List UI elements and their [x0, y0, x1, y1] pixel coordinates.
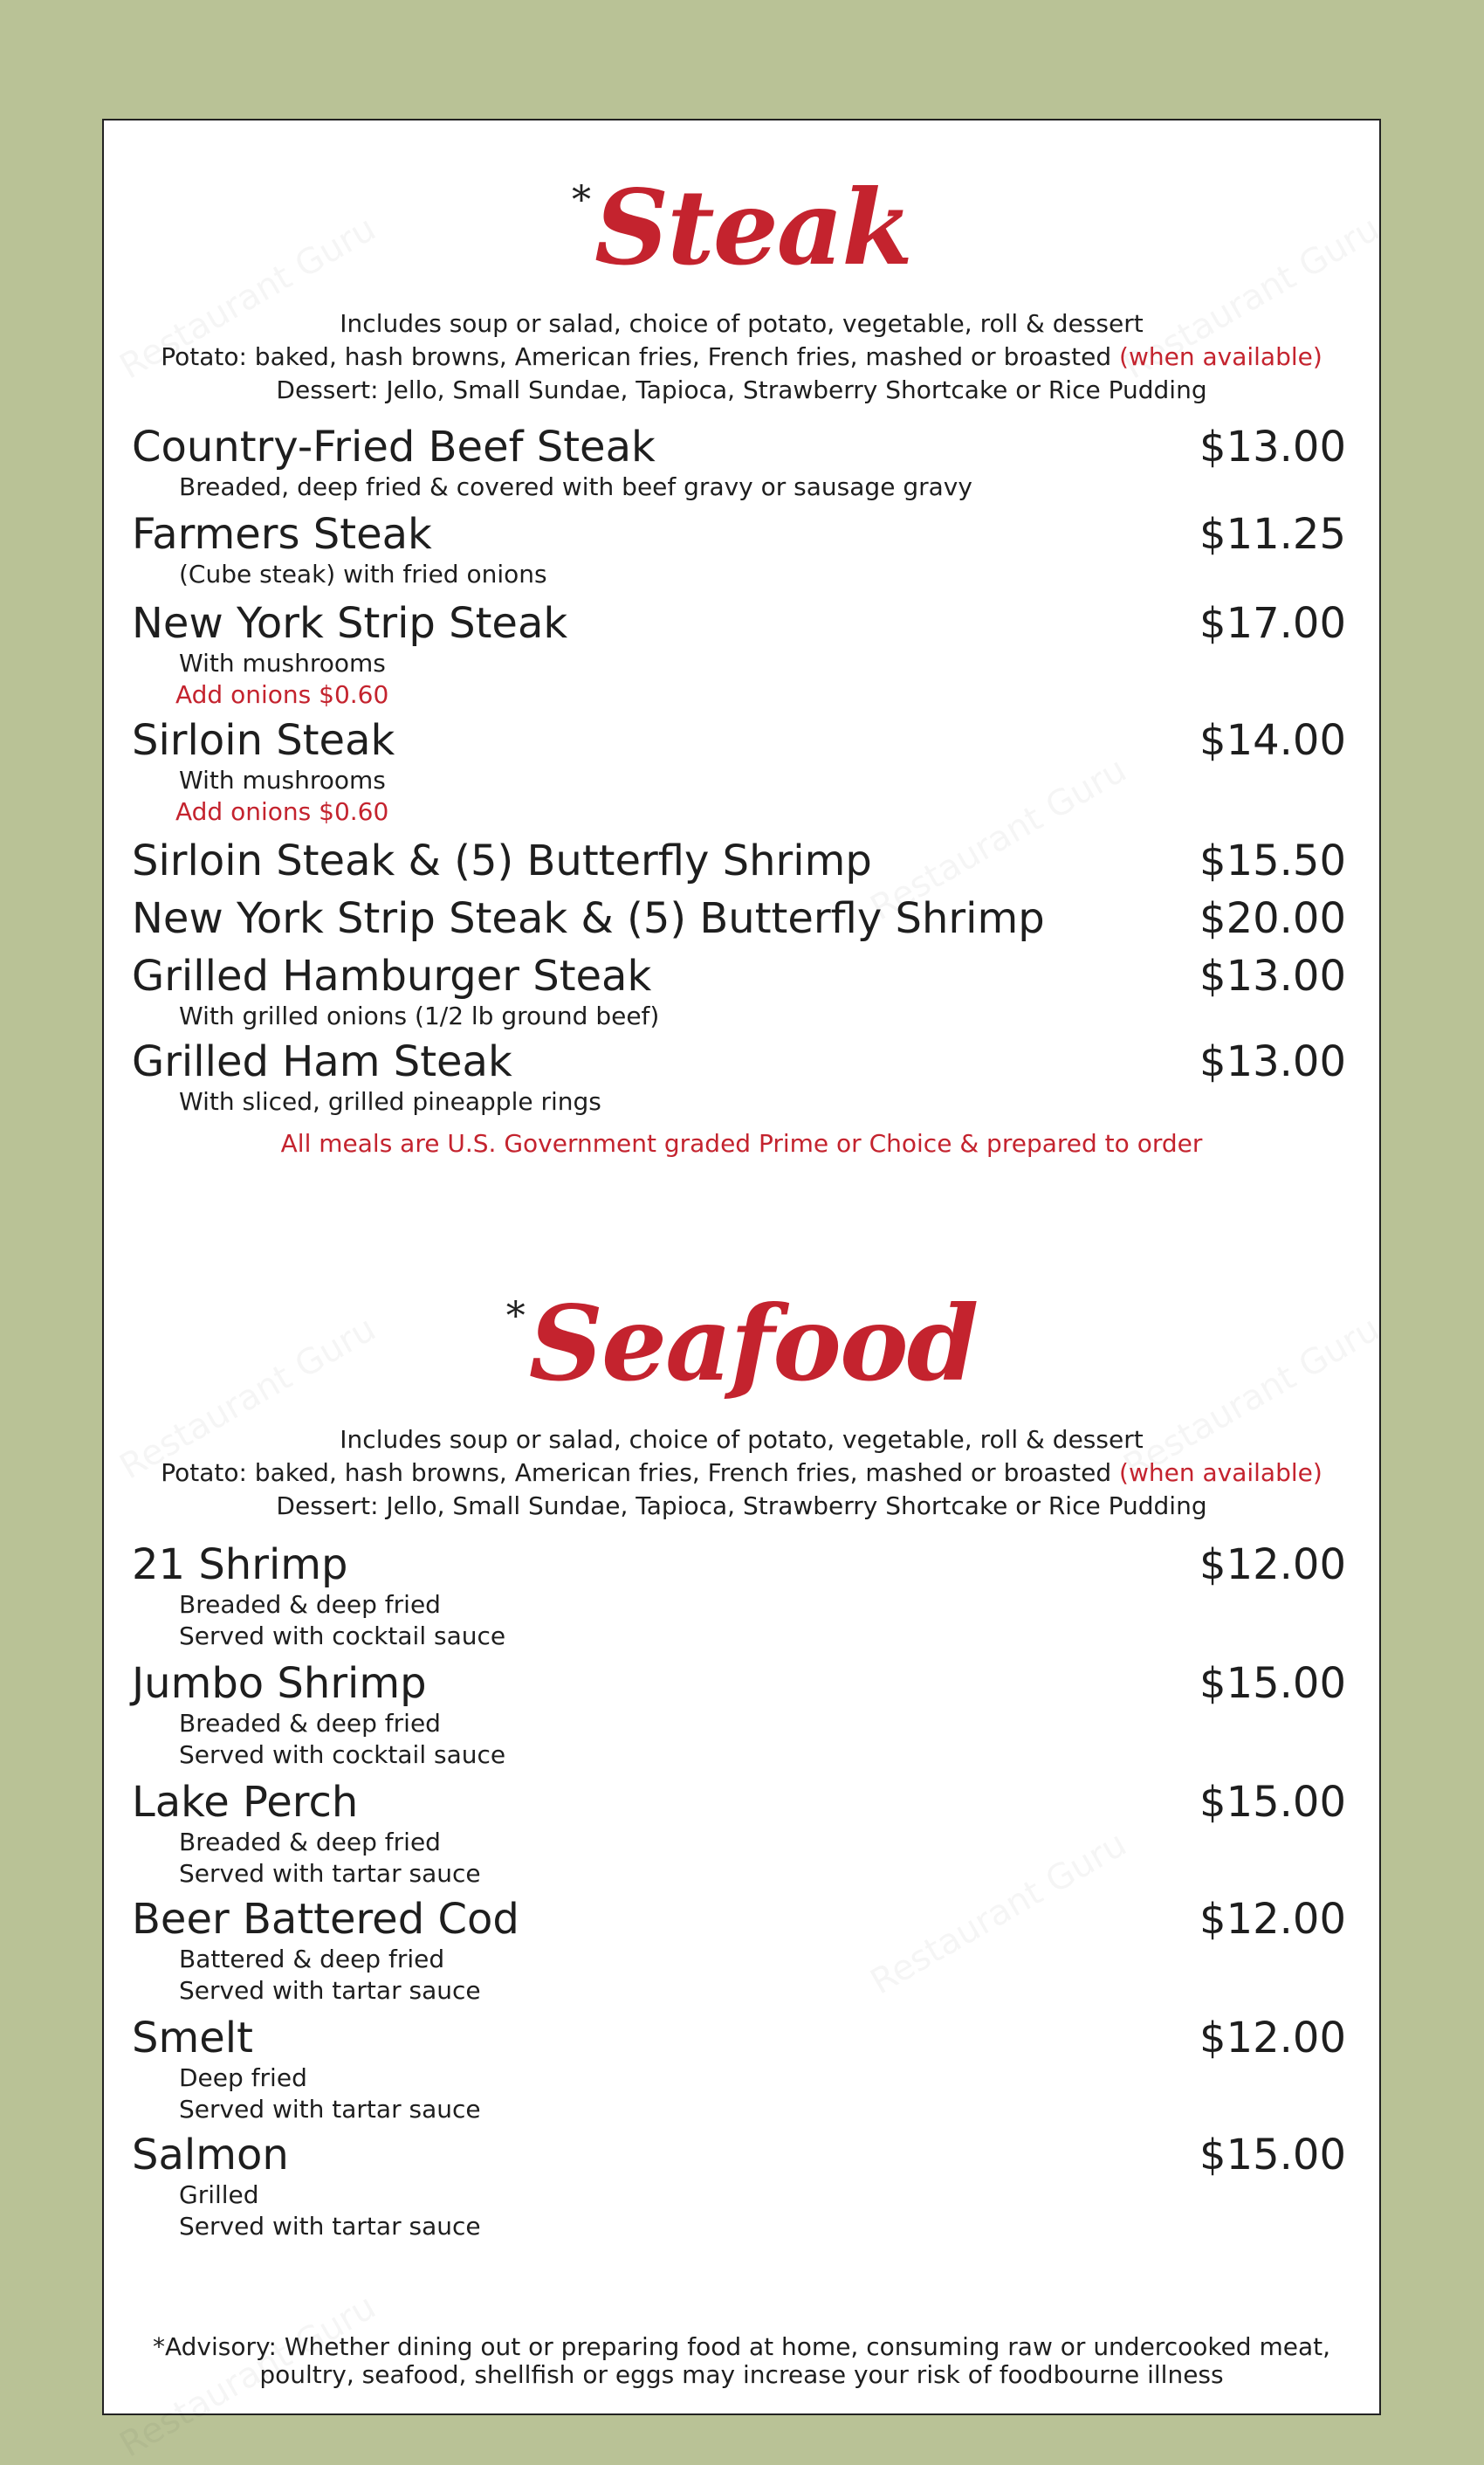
item-price: $15.50 — [1199, 837, 1346, 885]
menu-item — [132, 1778, 1346, 1890]
item-description: Breaded, deep fried & covered with beef gravy or sausage gravy — [179, 472, 972, 501]
seafood-intro — [104, 1423, 1379, 1523]
intro-line-dessert: Dessert: Jello, Small Sundae, Tapioca, Strawberry Shortcake or Rice Pudding — [276, 1491, 1207, 1520]
intro-line-potato: Potato: baked, hash browns, American fries, French fries, mashed or broasted (when available) — [161, 342, 1323, 371]
menu-item — [132, 423, 1346, 503]
item-addon: Add onions $0.60 — [175, 797, 389, 826]
menu-item — [132, 2014, 1346, 2125]
menu-item — [132, 599, 1346, 711]
menu-item — [132, 1540, 1346, 1652]
item-sauce: Served with tartar sauce — [179, 2212, 481, 2241]
menu-item — [132, 716, 1346, 828]
item-price: $15.00 — [1199, 1778, 1346, 1827]
item-name: Farmers Steak — [132, 510, 432, 559]
item-name: Country-Fried Beef Steak — [132, 423, 656, 472]
menu-item — [132, 1659, 1346, 1771]
item-description: With mushrooms — [179, 766, 386, 795]
item-price: $17.00 — [1199, 599, 1346, 648]
item-name: Salmon — [132, 2131, 289, 2179]
item-price: $12.00 — [1199, 2014, 1346, 2062]
menu-card — [102, 119, 1381, 2415]
item-price: $13.00 — [1199, 1037, 1346, 1086]
item-price: $12.00 — [1199, 1540, 1346, 1589]
item-price: $12.00 — [1199, 1895, 1346, 1944]
item-name: New York Strip Steak — [132, 599, 568, 648]
item-description: Deep fried — [179, 2063, 307, 2092]
item-addon: Add onions $0.60 — [175, 680, 389, 709]
item-name: Sirloin Steak & (5) Butterfly Shrimp — [132, 837, 872, 885]
item-description: With mushrooms — [179, 649, 386, 678]
item-description: Breaded & deep fried — [179, 1828, 441, 1856]
when-available: (when available) — [1119, 342, 1323, 371]
item-name: Jumbo Shrimp — [132, 1659, 427, 1708]
item-sauce: Served with cocktail sauce — [179, 1740, 506, 1769]
steak-title: Steak — [594, 167, 911, 288]
menu-item — [132, 1895, 1346, 2007]
menu-item — [132, 2131, 1346, 2242]
steak-intro — [104, 307, 1379, 407]
item-sauce: Served with tartar sauce — [179, 1859, 481, 1888]
advisory-line: *Advisory: Whether dining out or preparing food at home, consuming raw or undercooked meat, — [152, 2332, 1331, 2361]
item-price: $14.00 — [1199, 716, 1346, 765]
intro-line-includes: Includes soup or salad, choice of potato, vegetable, roll & dessert — [340, 309, 1144, 338]
item-name: 21 Shrimp — [132, 1540, 348, 1589]
item-description: Grilled — [179, 2180, 259, 2209]
seafood-heading — [104, 1283, 1379, 1404]
intro-line-includes: Includes soup or salad, choice of potato, vegetable, roll & dessert — [340, 1425, 1144, 1454]
menu-item — [132, 510, 1346, 590]
item-description: Battered & deep fried — [179, 1945, 445, 1973]
item-sauce: Served with cocktail sauce — [179, 1622, 506, 1650]
item-price: $15.00 — [1199, 1659, 1346, 1708]
heading-asterisk: * — [571, 178, 591, 223]
intro-line-dessert: Dessert: Jello, Small Sundae, Tapioca, Strawberry Shortcake or Rice Pudding — [276, 375, 1207, 404]
advisory-line: poultry, seafood, shellfish or eggs may increase your risk of foodbourne illness — [259, 2360, 1224, 2389]
item-name: Beer Battered Cod — [132, 1895, 519, 1944]
item-price: $13.00 — [1199, 952, 1346, 1001]
item-description: With sliced, grilled pineapple rings — [179, 1087, 601, 1116]
item-price: $11.25 — [1199, 510, 1346, 559]
when-available: (when available) — [1119, 1458, 1323, 1487]
item-name: Smelt — [132, 2014, 253, 2062]
item-name: New York Strip Steak & (5) Butterfly Shrimp — [132, 894, 1045, 943]
item-name: Lake Perch — [132, 1778, 359, 1827]
item-price: $20.00 — [1199, 894, 1346, 943]
item-sauce: Served with tartar sauce — [179, 2095, 481, 2124]
item-description: Breaded & deep fried — [179, 1590, 441, 1619]
seafood-title: Seafood — [528, 1283, 978, 1404]
heading-asterisk: * — [505, 1294, 526, 1339]
menu-item — [132, 952, 1346, 1032]
grading-note: All meals are U.S. Government graded Prime or Choice & prepared to order — [280, 1129, 1203, 1158]
item-sauce: Served with tartar sauce — [179, 1976, 481, 2005]
menu-item — [132, 1037, 1346, 1118]
item-description: With grilled onions (1/2 lb ground beef) — [179, 1002, 660, 1030]
steak-heading — [104, 167, 1379, 288]
advisory-note — [104, 2333, 1379, 2389]
menu-item — [132, 894, 1346, 943]
item-description: (Cube steak) with fried onions — [179, 560, 547, 589]
item-price: $13.00 — [1199, 423, 1346, 472]
item-name: Grilled Hamburger Steak — [132, 952, 652, 1001]
item-description: Breaded & deep fried — [179, 1709, 441, 1738]
item-name: Grilled Ham Steak — [132, 1037, 512, 1086]
item-price: $15.00 — [1199, 2131, 1346, 2179]
item-name: Sirloin Steak — [132, 716, 395, 765]
menu-item — [132, 837, 1346, 885]
intro-line-potato: Potato: baked, hash browns, American fries, French fries, mashed or broasted (when available) — [161, 1458, 1323, 1487]
